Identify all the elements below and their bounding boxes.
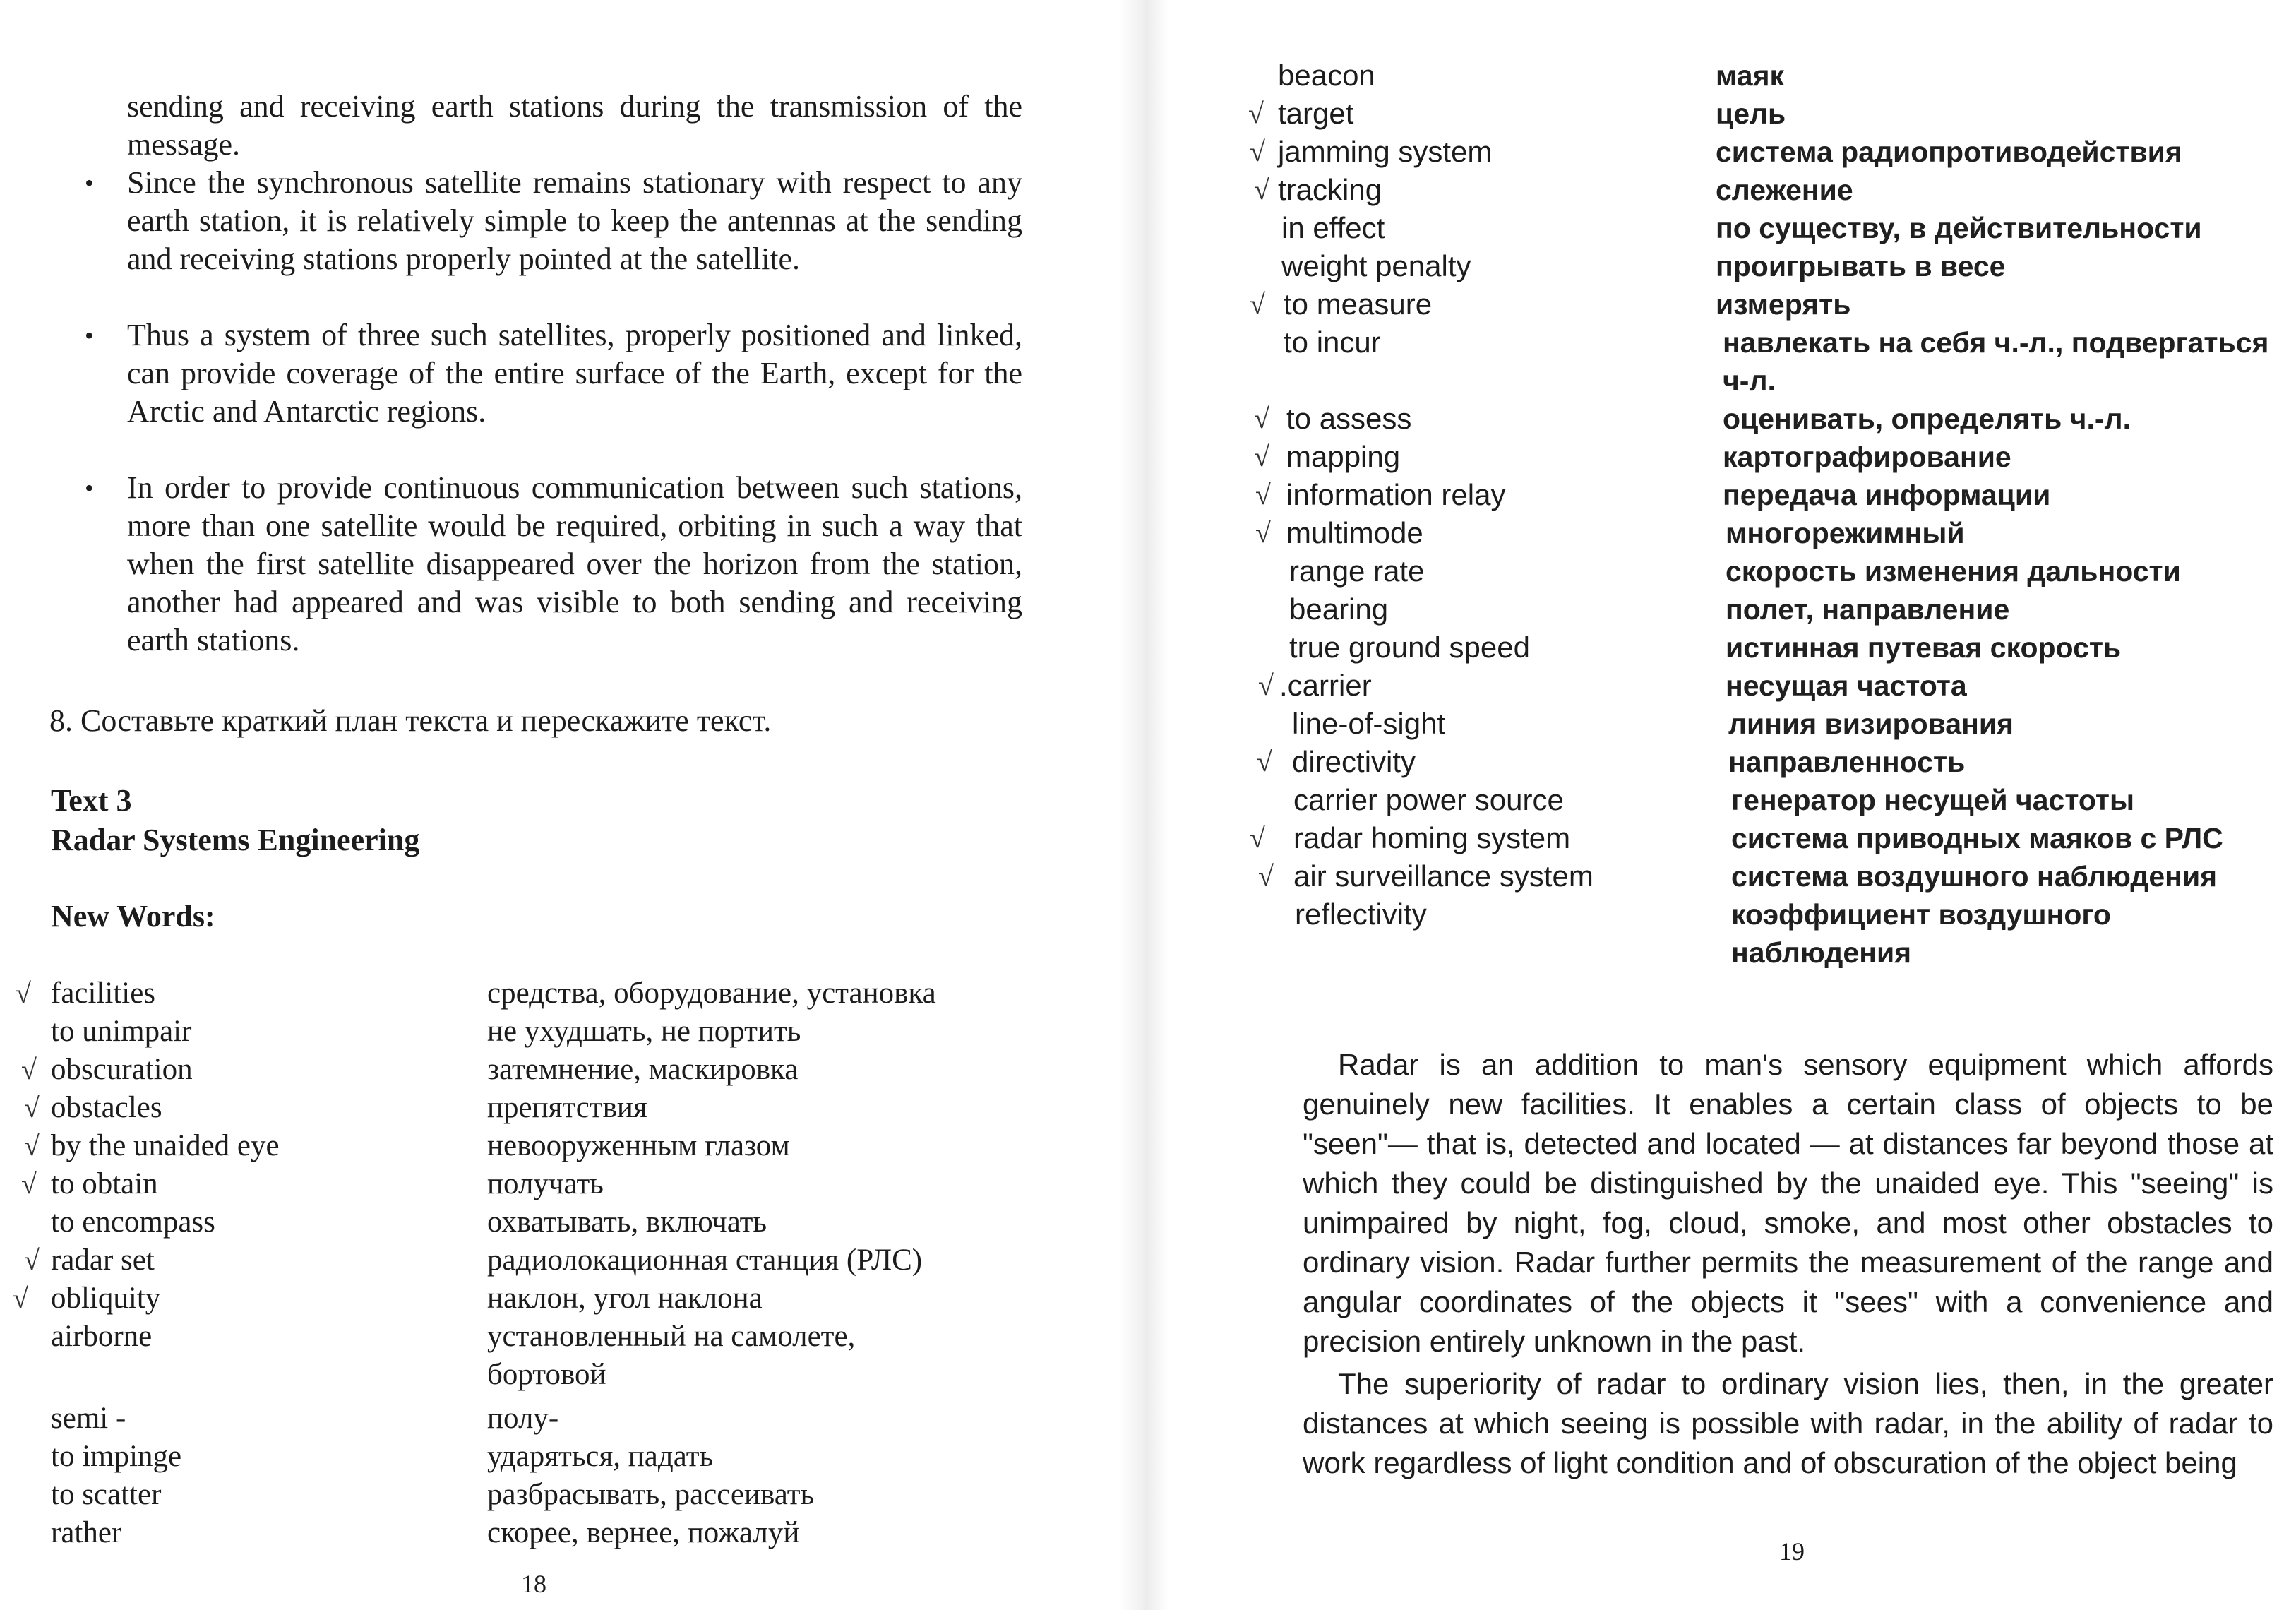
vocab-translation: оценивать, определять ч.-л. xyxy=(1723,402,2131,435)
vocab-translation: средства, оборудование, установка xyxy=(487,977,936,1010)
vocab-term: to impinge xyxy=(51,1440,182,1473)
vocab-translation: полу- xyxy=(487,1402,559,1435)
vocab-translation: скорость изменения дальности xyxy=(1726,555,2181,588)
vocab-term: jamming system xyxy=(1278,135,1493,168)
check-mark-icon: √ xyxy=(1255,517,1271,549)
vocab-term: target xyxy=(1278,97,1354,130)
vocab-translation: получать xyxy=(487,1167,604,1200)
check-mark-icon: √ xyxy=(1250,822,1265,854)
vocab-translation: установленный на самолете, xyxy=(487,1320,856,1353)
vocab-term: rather xyxy=(51,1516,122,1549)
vocab-term: air surveillance system xyxy=(1293,859,1594,893)
vocab-term: radar set xyxy=(51,1244,155,1277)
vocab-translation: затемнение, маскировка xyxy=(487,1053,799,1086)
vocab-translation-continued: бортовой xyxy=(487,1358,606,1391)
vocab-term: airborne xyxy=(51,1320,153,1353)
vocab-translation: истинная путевая скорость xyxy=(1726,631,2122,664)
vocab-translation: ударяться, падать xyxy=(487,1440,714,1473)
vocab-term: to unimpair xyxy=(51,1015,192,1048)
vocab-translation: картографирование xyxy=(1723,441,2011,473)
new-words-heading: New Words: xyxy=(51,899,215,934)
vocab-term: semi - xyxy=(51,1402,126,1435)
bullet-dot: • xyxy=(85,474,94,502)
vocab-term: bearing xyxy=(1289,592,1389,626)
vocab-translation: несущая частота xyxy=(1726,669,1967,702)
vocab-translation: полет, направление xyxy=(1726,593,2010,626)
check-mark-icon: √ xyxy=(16,977,31,1009)
vocab-translation: препятствия xyxy=(487,1091,647,1124)
vocab-term: by the unaided eye xyxy=(51,1129,280,1162)
check-mark-icon: √ xyxy=(1250,288,1265,320)
vocab-translation: не ухудшать, не портить xyxy=(487,1015,801,1048)
check-mark-icon: √ xyxy=(21,1054,37,1085)
check-mark-icon: √ xyxy=(1254,441,1269,472)
check-mark-icon: √ xyxy=(21,1168,37,1200)
vocab-term: .carrier xyxy=(1279,669,1372,702)
vocab-translation: невооруженным глазом xyxy=(487,1129,790,1162)
bullet-continuation: sending and receiving earth stations during the transmission of the message. xyxy=(127,89,1022,162)
vocab-translation: охватывать, включать xyxy=(487,1205,767,1239)
body-paragraph: Radar is an addition to man's sensory equipment which affords genuinely new facilities. It enables a certain class of objects to be "seen"— that is, detected and located — at distances far beyond those at which they could be distinguished by the unaided eye. This "seeing" is unimpaired by night, fog, cloud, smoke, and most other obstacles to ordinary vision. Radar further permits the measurement of the range and angular coordinates of the objects it "sees" with a convenience and precision entirely unknown in the past. xyxy=(1303,1048,2273,1358)
vocab-translation: маяк xyxy=(1716,59,1785,92)
vocab-term: obscuration xyxy=(51,1053,193,1086)
vocab-term: in effect xyxy=(1281,211,1385,244)
text-number: Text 3 xyxy=(51,783,132,818)
bullet-dot: • xyxy=(85,321,94,350)
exercise-8: 8. Составьте краткий план текста и перескажите текст. xyxy=(49,703,772,738)
vocab-term: to measure xyxy=(1284,287,1433,321)
check-mark-icon: √ xyxy=(1258,669,1274,701)
vocab-term: weight penalty xyxy=(1281,249,1471,282)
bullet-text: Thus a system of three such satellites, properly positioned and linked, can provide coverage of the entire surface of the Earth, except for the Arctic and Antarctic regions. xyxy=(127,318,1022,429)
vocab-translation: коэффициент воздушного xyxy=(1731,898,2111,931)
vocab-translation: система приводных маяков с РЛС xyxy=(1731,822,2223,854)
vocab-term: line-of-sight xyxy=(1292,707,1446,740)
check-mark-icon: √ xyxy=(1248,97,1264,129)
vocab-translation: линия визирования xyxy=(1728,708,2014,740)
check-mark-icon: √ xyxy=(1254,174,1269,205)
check-mark-icon: √ xyxy=(1250,136,1265,167)
vocab-term: range rate xyxy=(1289,554,1425,588)
check-mark-icon: √ xyxy=(24,1092,40,1123)
bullet-text: Since the synchronous satellite remains stationary with respect to any earth station, it is relatively simple to keep the antennas at the sending and receiving stations properly pointed at the satellite. xyxy=(127,165,1022,276)
vocab-term: obstacles xyxy=(51,1091,162,1124)
vocab-translation-continued: ч-л. xyxy=(1723,364,1776,397)
vocab-translation: многорежимный xyxy=(1726,517,1965,549)
check-mark-icon: √ xyxy=(1257,746,1272,777)
vocab-term: to assess xyxy=(1286,402,1412,435)
vocab-term: to obtain xyxy=(51,1167,158,1200)
vocab-translation: слежение xyxy=(1716,174,1853,206)
vocab-translation: передача информации xyxy=(1723,479,2051,511)
vocab-translation-continued: наблюдения xyxy=(1731,936,1912,969)
vocab-term: to incur xyxy=(1284,326,1381,359)
bullet-text: In order to provide continuous communication between such stations, more than one satellite would be required, orbiting in such a way that when the first satellite disappeared over the horizon from the station, another had appeared and was visible to both sending and receiving earth stations. xyxy=(127,470,1022,657)
check-mark-icon: √ xyxy=(1258,860,1274,892)
vocab-translation: разбрасывать, рассеивать xyxy=(487,1478,815,1511)
vocab-translation: скорее, вернее, пожалуй xyxy=(487,1516,800,1549)
check-mark-icon: √ xyxy=(1255,479,1271,511)
check-mark-icon: √ xyxy=(24,1130,40,1162)
vocab-term: true ground speed xyxy=(1289,631,1530,664)
body-paragraph: The superiority of radar to ordinary vision lies, then, in the greater distances at which seeing is possible with radar, in the ability of radar to work regardless of light condition and of obscuration of the object being xyxy=(1303,1367,2273,1479)
text-title: Radar Systems Engineering xyxy=(51,823,420,857)
vocab-translation: навлекать на себя ч.-л., подвергаться xyxy=(1723,326,2269,359)
page-number: 19 xyxy=(1779,1537,1805,1566)
check-mark-icon: √ xyxy=(1254,402,1269,434)
vocab-translation: проигрывать в весе xyxy=(1716,250,2006,282)
vocab-translation: наклон, угол наклона xyxy=(487,1282,763,1315)
vocab-term: directivity xyxy=(1292,745,1416,778)
vocab-term: mapping xyxy=(1286,440,1401,473)
check-mark-icon: √ xyxy=(24,1244,40,1276)
vocab-term: information relay xyxy=(1286,478,1506,511)
vocab-term: facilities xyxy=(51,977,156,1010)
vocab-term: tracking xyxy=(1278,173,1382,206)
vocab-translation: радиолокационная станция (РЛС) xyxy=(487,1244,923,1277)
vocab-translation: генератор несущей частоты xyxy=(1731,784,2134,816)
vocab-translation: система радиопротиводействия xyxy=(1716,136,2182,168)
vocab-translation: измерять xyxy=(1716,288,1851,321)
bullet-dot: • xyxy=(85,169,94,197)
vocab-term: to encompass xyxy=(51,1205,215,1239)
vocab-term: obliquity xyxy=(51,1282,161,1315)
vocab-term: radar homing system xyxy=(1293,821,1571,854)
vocab-translation: направленность xyxy=(1728,746,1966,778)
vocab-translation: система воздушного наблюдения xyxy=(1731,860,2218,893)
check-mark-icon: √ xyxy=(13,1282,28,1314)
vocab-term: to scatter xyxy=(51,1478,162,1511)
vocab-term: beacon xyxy=(1278,59,1375,92)
vocab-term: multimode xyxy=(1286,516,1423,549)
page-number: 18 xyxy=(521,1570,546,1598)
vocab-term: carrier power source xyxy=(1293,783,1564,816)
vocab-term: reflectivity xyxy=(1295,898,1427,931)
vocab-translation: цель xyxy=(1716,97,1786,130)
vocab-translation: по существу, в действительности xyxy=(1716,212,2202,244)
